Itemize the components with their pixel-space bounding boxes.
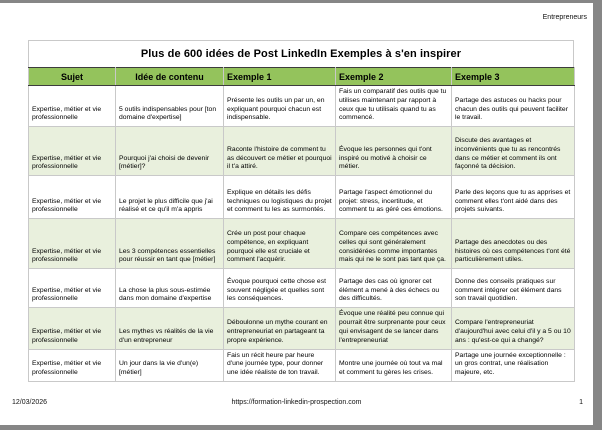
cell-idee: La chose la plus sous-estimée dans mon domaine d'expertise bbox=[116, 269, 224, 308]
table-row bbox=[29, 86, 575, 127]
ideas-table bbox=[28, 67, 575, 382]
footer-url: https://formation-linkedin-prospection.com bbox=[231, 399, 362, 406]
cell-exemple3: Parle des leçons que tu as apprises et comment elles t'ont aidé dans des projets suivants. bbox=[452, 176, 575, 219]
column-header-sujet: Sujet bbox=[29, 68, 116, 86]
table-row bbox=[29, 349, 575, 381]
cell-sujet: Expertise, métier et vie professionnelle bbox=[29, 176, 116, 219]
cell-sujet: Expertise, métier et vie professionnelle bbox=[29, 219, 116, 269]
cell-exemple2: Compare ces compétences avec celles qui sont généralement considérées comme importantes mais qui ne le sont pas tant que ça. bbox=[336, 219, 452, 269]
cell-exemple3: Discute des avantages et inconvénients que tu as rencontrés dans ce métier et comment ils ont façonné ta décision. bbox=[452, 127, 575, 176]
header-corner-label: Entrepreneurs bbox=[542, 14, 587, 21]
cell-exemple3: Partage des astuces ou hacks pour chacun des outils qui peuvent faciliter le travail. bbox=[452, 86, 575, 127]
cell-exemple1: Explique en détails les défis techniques ou logistiques du projet et comment tu les as surmontés. bbox=[224, 176, 336, 219]
cell-sujet: Expertise, métier et vie professionnelle bbox=[29, 269, 116, 308]
cell-idee: Les mythes vs réalités de la vie d'un entrepreneur bbox=[116, 308, 224, 349]
cell-exemple1: Raconte l'histoire de comment tu as découvert ce métier et pourquoi il t'a attiré. bbox=[224, 127, 336, 176]
cell-exemple3: Partage des anecdotes ou des histoires où ces compétences t'ont été particulièrement utiles. bbox=[452, 219, 575, 269]
cell-idee: Pourquoi j'ai choisi de devenir [métier]? bbox=[116, 127, 224, 176]
column-header-idee: Idée de contenu bbox=[116, 68, 224, 86]
table-row bbox=[29, 269, 575, 308]
document-page bbox=[0, 3, 593, 425]
column-header-exemple2: Exemple 2 bbox=[336, 68, 452, 86]
page-footer bbox=[0, 399, 593, 411]
cell-exemple2: Partage l'aspect émotionnel du projet: stress, incertitude, et comment tu as géré ces émotions. bbox=[336, 176, 452, 219]
table-row bbox=[29, 176, 575, 219]
cell-sujet: Expertise, métier et vie professionnelle bbox=[29, 349, 116, 381]
cell-idee: Les 3 compétences essentielles pour réussir en tant que [métier] bbox=[116, 219, 224, 269]
column-header-exemple1: Exemple 1 bbox=[224, 68, 336, 86]
table-row bbox=[29, 219, 575, 269]
page-title: Plus de 600 idées de Post LinkedIn Exemples à s'en inspirer bbox=[28, 40, 574, 67]
cell-exemple1: Crée un post pour chaque compétence, en expliquant pourquoi elle est cruciale et comment l'acquérir. bbox=[224, 219, 336, 269]
cell-exemple1: Fais un récit heure par heure d'une journée type, pour donner une idée réaliste de ton travail. bbox=[224, 349, 336, 381]
cell-exemple1: Évoque pourquoi cette chose est souvent négligée et quelles sont les conséquences. bbox=[224, 269, 336, 308]
cell-idee: Le projet le plus difficile que j'ai réalisé et ce qu'il m'a appris bbox=[116, 176, 224, 219]
cell-exemple1: Présente les outils un par un, en expliquant pourquoi chacun est indispensable. bbox=[224, 86, 336, 127]
column-header-exemple3: Exemple 3 bbox=[452, 68, 575, 86]
cell-exemple2: Montre une journée où tout va mal et comment tu gères les crises. bbox=[336, 349, 452, 381]
cell-exemple3: Donne des conseils pratiques sur comment intégrer cet élément dans son travail quotidien. bbox=[452, 269, 575, 308]
cell-exemple2: Évoque les personnes qui t'ont inspiré ou motivé à choisir ce métier. bbox=[336, 127, 452, 176]
cell-exemple2: Partage des cas où ignorer cet élément a mené à des échecs ou des difficultés. bbox=[336, 269, 452, 308]
cell-sujet: Expertise, métier et vie professionnelle bbox=[29, 308, 116, 349]
cell-exemple3: Compare l'entrepreneuriat d'aujourd'hui avec celui d'il y a 5 ou 10 ans : qu'est-ce qui a changé? bbox=[452, 308, 575, 349]
cell-exemple2: Évoque une réalité peu connue qui pourrait être surprenante pour ceux qui envisagent de se lancer dans l'entrepreneuriat bbox=[336, 308, 452, 349]
cell-idee: Un jour dans la vie d'un(e) [métier] bbox=[116, 349, 224, 381]
cell-exemple2: Fais un comparatif des outils que tu utilises maintenant par rapport à ceux que tu utilisais quand tu as commencé. bbox=[336, 86, 452, 127]
footer-date: 12/03/2026 bbox=[12, 399, 48, 406]
table-row bbox=[29, 127, 575, 176]
table-header-row bbox=[29, 68, 575, 86]
cell-sujet: Expertise, métier et vie professionnelle bbox=[29, 127, 116, 176]
cell-sujet: Expertise, métier et vie professionnelle bbox=[29, 86, 116, 127]
cell-exemple1: Déboulonne un mythe courant en entrepreneuriat en partageant ta propre expérience. bbox=[224, 308, 336, 349]
table-body bbox=[29, 86, 575, 382]
document-content bbox=[28, 40, 574, 382]
cell-exemple3: Partage une journée exceptionnelle : un gros contrat, une réalisation majeure, etc. bbox=[452, 349, 575, 381]
cell-idee: 5 outils indispensables pour [ton domaine d'expertise] bbox=[116, 86, 224, 127]
table-row bbox=[29, 308, 575, 349]
footer-page-number: 1 bbox=[579, 399, 583, 406]
